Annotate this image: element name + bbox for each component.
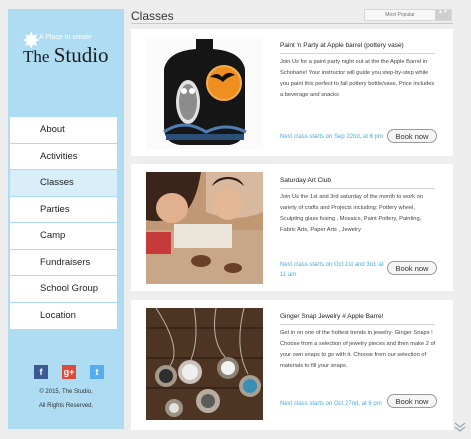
nav-item-location[interactable]: Location (40, 310, 76, 322)
sparkle-icon: ✸ (22, 29, 41, 54)
class-card (131, 300, 453, 430)
rights-text: All Rights Reserved. (38, 403, 94, 409)
nav-item-camp[interactable]: Camp (10, 223, 117, 250)
class-card (131, 29, 453, 156)
facebook-icon[interactable]: f (34, 365, 48, 379)
title-divider (131, 23, 453, 24)
nav-item-parties[interactable]: Parties (10, 197, 117, 224)
nav-item-classes[interactable]: Classes (10, 170, 117, 197)
nav-item-school-group[interactable]: School Group (10, 276, 117, 303)
next-class-text: Next class starts on Sep 22nd, at 6 pm (280, 134, 384, 140)
sort-arrows-icon: ▲▼ (435, 10, 451, 20)
book-now-button[interactable]: Book now (387, 261, 437, 275)
pottery-vase-image (146, 37, 263, 149)
class-title-divider (280, 53, 435, 54)
class-description: Get in on one of the hottest trends in jewelry- Ginger Snaps ! Choose from a selection of jewelry pieces and then make 2 of your own snaps to go with it. Choose from our selection of materials to fill your snaps. (280, 330, 436, 369)
scroll-down-icon[interactable] (453, 420, 467, 432)
copyright-text: © 2015, The Studio, (39, 389, 93, 395)
main-nav (10, 117, 117, 329)
art-club-image (146, 172, 263, 284)
jewelry-image (146, 308, 263, 420)
class-title-divider (280, 188, 435, 189)
logo-tagline: A Place to create (39, 34, 92, 41)
nav-item-activities[interactable]: Activities (10, 144, 117, 171)
nav-item-about[interactable]: About (10, 117, 117, 144)
page-title: Classes (131, 9, 174, 23)
next-class-text: Next class starts on Oct 1st and 3rd, at 11 am (280, 262, 384, 278)
class-title[interactable]: Paint 'n Party at Apple barrel (pottery vase) (280, 42, 404, 49)
sidebar (8, 9, 124, 429)
class-title[interactable]: Ginger Snap Jewelry # Apple Barrel (280, 313, 383, 320)
social-links (34, 365, 104, 379)
studio-logo[interactable] (22, 31, 122, 71)
google-plus-icon[interactable]: g+ (63, 367, 75, 377)
logo-name: The Studio (23, 43, 109, 67)
class-title[interactable]: Saturday Art Club (280, 177, 331, 184)
book-now-button[interactable]: Book now (387, 394, 437, 408)
nav-item-fundraisers[interactable]: Fundraisers (10, 250, 117, 277)
twitter-icon[interactable]: t (90, 365, 104, 379)
class-title-divider (280, 324, 435, 325)
sort-select-label: Most Popular (385, 12, 415, 18)
sort-select[interactable] (364, 9, 452, 21)
class-card (131, 164, 453, 291)
class-description: Join Us the 1st and 3rd saturday of the month to work on variety of crafts and Projects including: Pottery wheel, Sculpting glass fusing , Mosaics, Paint Pottery, Painting, Fabric Arts, Paper Arts , Jewelry (280, 194, 423, 233)
class-description: Join Us for a paint party night out at the the Apple Barrel in Schoharie! Your instructor will guide you step-by-step while you paint this perfect to fall pottery bottle/vase, Price includes a beverage and snacks (280, 59, 435, 98)
book-now-button[interactable]: Book now (387, 129, 437, 143)
next-class-text: Next class starts on Oct 27nd, at 6 pm (280, 401, 382, 407)
